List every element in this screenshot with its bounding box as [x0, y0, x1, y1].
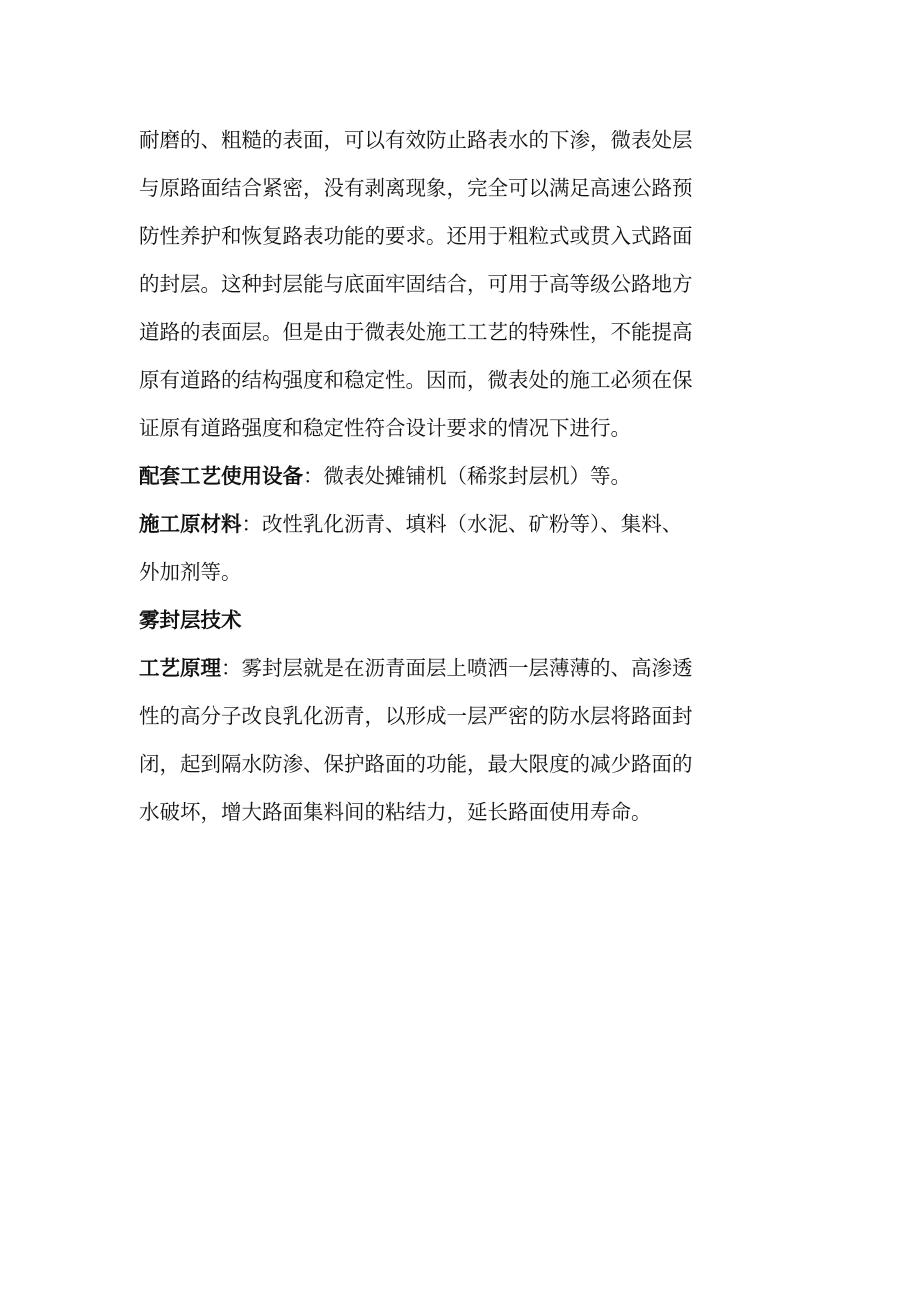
- equipment-label: 配套工艺使用设备: [139, 464, 303, 488]
- principle-line: 性的高分子改良乳化沥青，以形成一层严密的防水层将路面封: [139, 704, 693, 728]
- intro-line: 原有道路的结构强度和稳定性。因而，微表处的施工必须在保: [139, 368, 693, 392]
- principle-line: [139, 644, 771, 692]
- intro-line: 证原有道路强度和稳定性符合设计要求的情况下进行。: [139, 416, 631, 440]
- principle-label: 工艺原理: [139, 656, 221, 680]
- materials-line: 外加剂等。: [139, 560, 242, 584]
- intro-paragraph: [139, 116, 771, 452]
- intro-line: 道路的表面层。但是由于微表处施工工艺的特殊性，不能提高: [139, 320, 693, 344]
- materials-line: [139, 500, 771, 548]
- principle-paragraph: [139, 644, 771, 836]
- intro-line: 耐磨的、粗糙的表面，可以有效防止路表水的下渗，微表处层: [139, 128, 693, 152]
- materials-paragraph: [139, 500, 771, 596]
- equipment-text: ：微表处摊铺机（稀浆封层机）等。: [303, 464, 631, 488]
- intro-line: 防性养护和恢复路表功能的要求。还用于粗粒式或贯入式路面: [139, 224, 693, 248]
- principle-line: 闭，起到隔水防渗、保护路面的功能，最大限度的减少路面的: [139, 752, 693, 776]
- equipment-paragraph: [139, 452, 771, 500]
- materials-text: ：改性乳化沥青、填料（水泥、矿粉等）、集料、: [241, 512, 683, 536]
- document-body: [139, 116, 771, 836]
- section-heading: 雾封层技术: [139, 608, 242, 632]
- materials-label: 施工原材料: [139, 512, 242, 536]
- principle-line: 水破坏，增大路面集料间的粘结力，延长路面使用寿命。: [139, 800, 652, 824]
- principle-text: ：雾封层就是在沥青面层上喷洒一层薄薄的、高渗透: [221, 656, 693, 680]
- intro-line: 与原路面结合紧密，没有剥离现象，完全可以满足高速公路预: [139, 176, 693, 200]
- intro-line: 的封层。这种封层能与底面牢固结合，可用于高等级公路地方: [139, 272, 693, 296]
